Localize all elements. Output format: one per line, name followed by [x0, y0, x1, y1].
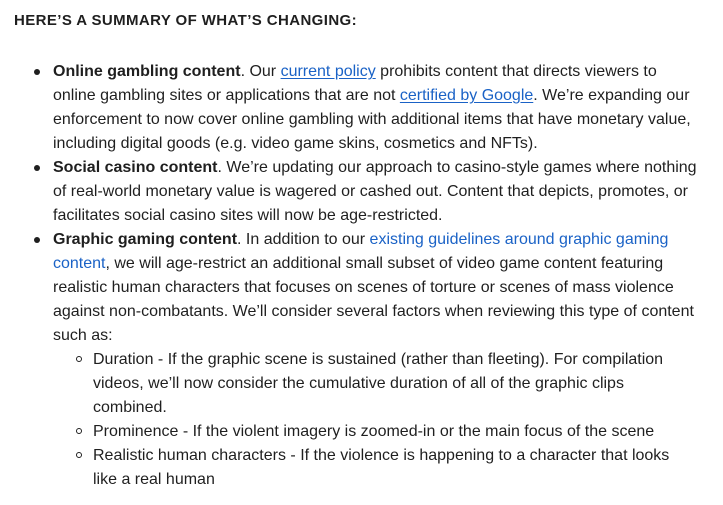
item-text: . We’re updating our approach to casino-style games where nothing of real-world monetary value is wagered or cashed out. Content that depicts, promotes, or facilitates social casino sites will now be age-restricted. — [53, 159, 697, 224]
sublist-item-realistic-characters: Realistic human characters - If the violence is happening to a character that looks like a real human — [93, 444, 699, 492]
summary-heading: HERE’S A SUMMARY OF WHAT’S CHANGING: — [14, 12, 358, 29]
sublist-item-prominence: Prominence - If the violent imagery is zoomed-in or the main focus of the scene — [93, 420, 699, 444]
item-text: . Our — [240, 63, 281, 80]
list-item-graphic-gaming — [53, 228, 709, 492]
item-text: . In addition to our — [237, 231, 370, 248]
item-title: Online gambling content — [53, 63, 241, 80]
list-item-online-gambling — [53, 60, 709, 156]
item-text: . We’re expanding our enforcement to now cover online gambling with additional items that have monetary value, including digital goods (e.g. video game skins, cosmetics and NFTs). — [53, 87, 691, 152]
item-text: prohibits content that directs viewers to online gambling sites or applications that are not — [53, 63, 657, 104]
current-policy-link[interactable]: current policy — [280, 63, 376, 80]
item-title: Graphic gaming content — [53, 231, 238, 248]
factors-sublist — [53, 348, 699, 492]
item-text: , we will age-restrict an additional small subset of video game content featuring realistic human characters that focuses on scenes of torture or scenes of mass violence against non-combatants. We’ll consider several factors when reviewing this type of content such as: — [53, 255, 694, 344]
list-item-social-casino — [53, 156, 709, 228]
changes-list — [14, 60, 709, 492]
sublist-item-duration: Duration - If the graphic scene is sustained (rather than fleeting). For compilation videos, we’ll now consider the cumulative duration of all of the graphic clips combined. — [93, 348, 699, 420]
certified-by-google-link[interactable]: certified by Google — [399, 87, 534, 104]
item-title: Social casino content — [53, 159, 218, 176]
graphic-gaming-guidelines-link[interactable]: existing guidelines around graphic gaming content — [53, 231, 669, 272]
